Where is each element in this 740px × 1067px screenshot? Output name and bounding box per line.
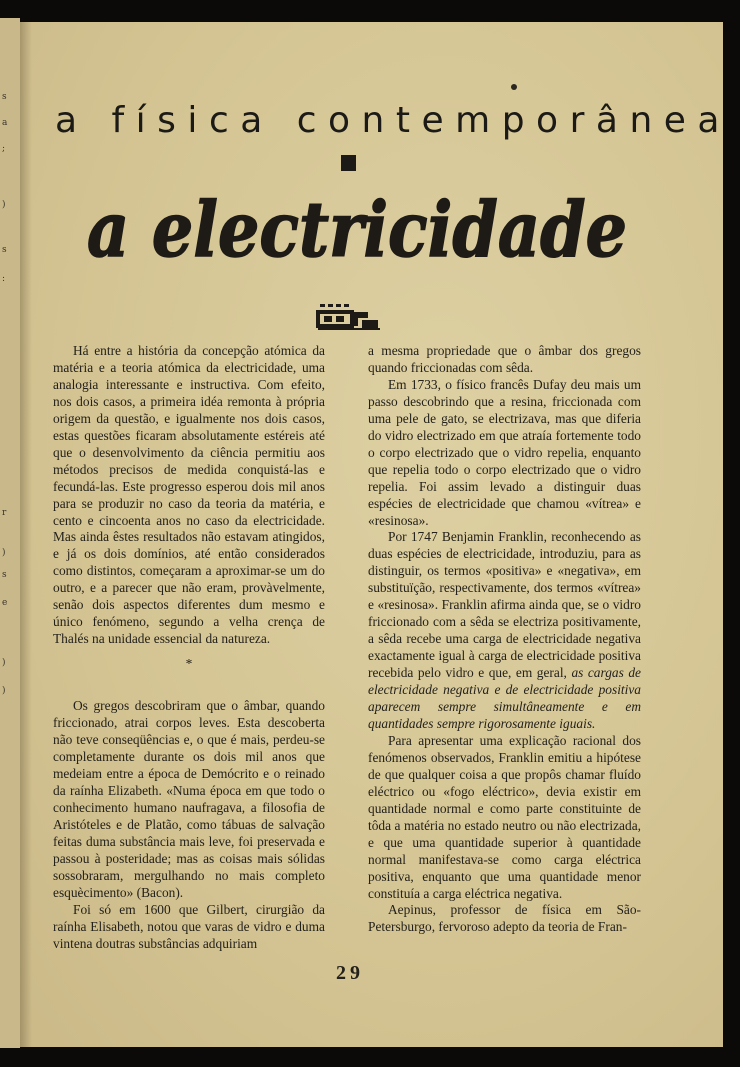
separator-square-icon (341, 155, 356, 171)
article-title (85, 178, 630, 278)
article-title-text: a electricidade (87, 185, 627, 274)
section-heading: a física contemporânea (55, 100, 731, 141)
title-ornament-icon (318, 304, 380, 335)
right-column (368, 343, 641, 936)
paragraph: Aepinus, professor de física em São-Petersburgo, fervoroso adepto da teoria de Fran- (368, 902, 641, 935)
paragraph-italic: as cargas de electricidade negativa e de electricidade positiva aparecem sempre simultâneamente e em quantidades sempre rigorosamente iguais. (368, 665, 641, 731)
paragraph: Foi só em 1600 que Gilbert, cirurgião da raínha Elisabeth, notou que varas de vidro e duma vintena doutras substâncias adquiriam (53, 901, 325, 951)
ink-dot (511, 84, 517, 90)
previous-page-edge: s a ; ) s : r ) s e ) ) (0, 18, 20, 1048)
paragraph: a mesma propriedade que o âmbar dos gregos quando friccionadas com sêda. (368, 343, 641, 375)
binding-shadow (20, 22, 32, 1047)
left-column (53, 343, 325, 952)
paragraph (368, 529, 641, 732)
paragraph-text: Por 1747 Benjamin Franklin, reconhecendo as duas espécies de electricidade, introduziu, para as distinguir, os termos «positiva» e «negativa», em substituïção, respectivamente, dos termos «vítrea» e «resinosa». Franklin afirma ainda que, se o vidro friccionado com a sêda se electriza positivamente, a sêda recebe uma carga de electricidade negativa exactamente igual à carga de electricidade positiva recebida pelo vidro e que, em geral, (368, 529, 641, 681)
article-title-lettering (85, 178, 630, 278)
section-break-asterisk: * (185, 656, 193, 672)
paragraph: Há entre a história da concepção atómica da matéria e a teoria atómica da electricidade, uma analogia interessante e instructiva. Com efeito, nos dois casos, a primeira idéa remonta à própria origem da questão, e igualmente nos dois casos, estas questões ficaram absolutamente estéreis até que o desenvolvimento da ciência permitiu aos métodos precisos de medida conquistá-las e fecundá-las. Este progresso esperou dois mil anos para se produzir no caso da teoria da matéria, e cento e cincoenta anos no caso da electricidade. Mas ainda êstes resultados não estavam atingidos, e já os dois domínios, até então considerados como distintos, começaram a aproximar-se um do outro, e a parecer que não eram, provàvelmente, senão dois aspectos diferentes dum mesmo e único fenómeno, segundo a velha crença de Thalés na unidade essencial da natureza. (53, 343, 325, 647)
paragraph: Em 1733, o físico francês Dufay deu mais um passo descobrindo que a resina, friccionada com uma pele de gato, se electrizava, mas que diferia do vidro electrizado em que atraía fortemente todo o corpo electrizado que o vidro repelia, enquanto que repelia todo o corpo electrizado que o vidro repelia. Foi assim levado a distinguir duas espécies de electricidade que chamou «vítrea» e «resinosa». (368, 376, 641, 528)
paragraph: Os gregos descobriram que o âmbar, quando friccionado, atrai corpos leves. Esta descoberta não teve conseqüências e, o que é mais, perdeu-se completamente durante os dois mil anos que medeiam entre a época de Demócrito e o reinado da raínha Elizabeth. «Numa época em que todo o conhecimento humano naufragava, a filosofia de Aristóteles e de Platão, como tábuas de salvação feitas duma substância mais leve, foi preservada e passou à posteridade; mas as coisas mais sólidas sossobraram, mergulhando no mais completo esquècimento» (Bacon). (53, 698, 325, 900)
paragraph: Para apresentar uma explicação racional dos fenómenos observados, Franklin emitiu a hipótese de que qualquer coisa a que propôs chamar fluído eléctrico ou «fogo eléctrico», devia existir em quantidade normal e como parte constituinte de tôda a matéria no estado neutro ou não electrizada, e que uma quantidade superior à quantidade normal manifestava-se como carga eléctrica positiva, enquanto que uma quantidade menor constituía a carga eléctrica negativa. (368, 732, 641, 901)
page-number: 29 (336, 962, 364, 984)
